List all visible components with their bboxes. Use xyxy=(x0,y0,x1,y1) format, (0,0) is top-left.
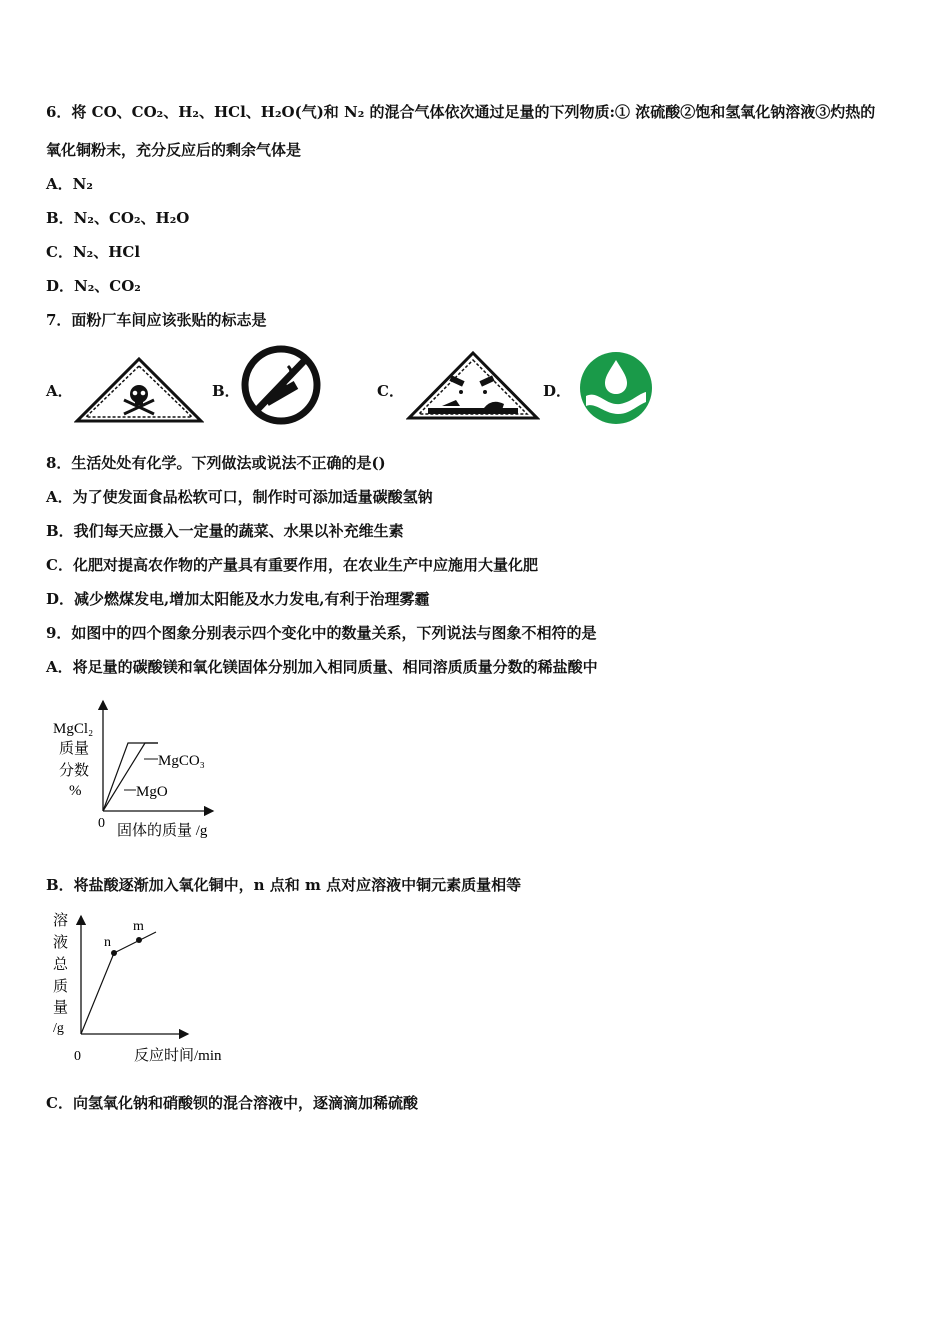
q7-label-a: A． xyxy=(46,382,73,400)
graph-a-xlabel: 固体的质量 /g xyxy=(117,823,208,839)
q6-option-c: C．N₂、HCl xyxy=(46,243,141,261)
graph-a-label-mgo: MgO xyxy=(136,784,168,800)
graph-a-line-mgo xyxy=(103,743,158,811)
graph-b-label-n: n xyxy=(104,935,111,950)
q9-option-b: B．将盐酸逐渐加入氧化铜中，n 点和 m 点对应溶液中铜元素质量相等 xyxy=(46,876,522,894)
q8-option-b: B．我们每天应摄入一定量的蔬菜、水果以补充维生素 xyxy=(46,522,404,540)
graph-b xyxy=(48,908,238,1066)
graph-b-ylabel-6: /g xyxy=(53,1021,64,1036)
q9-option-a: A．将足量的碳酸镁和氧化镁固体分别加入相同质量、相同溶质质量分数的稀盐酸中 xyxy=(46,658,598,676)
graph-b-ylabel-5: 量 xyxy=(53,1000,69,1016)
q9-stem: 9．如图中的四个图象分别表示四个变化中的数量关系，下列说法与图象不相符的是 xyxy=(46,624,597,642)
q8-stem: 8．生活处处有化学。下列做法或说法不正确的是() xyxy=(46,454,386,472)
q8-option-a: A．为了使发面食品松软可口，制作时可添加适量碳酸氢钠 xyxy=(46,488,433,506)
q6-option-b: B．N₂、CO₂、H₂O xyxy=(46,209,190,227)
graph-a-origin: 0 xyxy=(98,816,105,831)
q6-option-a: A．N₂ xyxy=(46,175,93,193)
q7-label-d: D． xyxy=(543,382,572,400)
q8-option-d: D．减少燃煤发电,增加太阳能及水力发电,有利于治理雾霾 xyxy=(46,590,430,608)
q8-option-c: C．化肥对提高农作物的产量具有重要作用，在农业生产中应施用大量化肥 xyxy=(46,556,538,574)
no-smoking-icon xyxy=(240,344,322,426)
toxic-skull-triangle-icon xyxy=(74,356,204,424)
graph-b-line xyxy=(81,932,156,1034)
graph-b-ylabel-1: 溶 xyxy=(53,913,69,929)
graph-b-ylabel-3: 总 xyxy=(53,957,69,973)
graph-a-ylabel-4: % xyxy=(69,783,82,799)
water-saving-icon xyxy=(578,350,654,426)
corrosive-triangle-icon xyxy=(406,350,540,422)
graph-b-origin: 0 xyxy=(74,1049,81,1064)
graph-a xyxy=(48,693,228,848)
q7-stem: 7．面粉厂车间应该张贴的标志是 xyxy=(46,311,267,329)
q6-stem-line2: 氧化铜粉末，充分反应后的剩余气体是 xyxy=(46,141,302,159)
graph-a-ylabel-3: 分数 xyxy=(59,763,90,779)
graph-a-label-mgco3: MgCO₃ xyxy=(158,753,205,769)
graph-b-point-m xyxy=(136,937,142,943)
graph-b-xlabel: 反应时间/min xyxy=(134,1048,222,1064)
graph-a-line-mgco3 xyxy=(103,743,158,811)
graph-b-ylabel-4: 质 xyxy=(53,979,69,995)
q6-option-d: D．N₂、CO₂ xyxy=(46,277,141,295)
q6-stem-line1: 6．将 CO、CO₂、H₂、HCl、H₂O(气)和 N₂ 的混合气体依次通过足量的下列物质:① 浓硫酸②饱和氢氧化钠溶液③灼热的 xyxy=(46,103,876,121)
q7-label-c: C． xyxy=(377,382,404,400)
graph-a-ylabel-2: 质量 xyxy=(59,741,90,757)
graph-a-ylabel-1: MgCl₂ xyxy=(53,721,94,737)
graph-b-ylabel-2: 液 xyxy=(53,935,69,951)
q9-option-c: C．向氢氧化钠和硝酸钡的混合溶液中，逐滴滴加稀硫酸 xyxy=(46,1094,418,1112)
q7-label-b: B． xyxy=(212,382,240,400)
graph-b-label-m: m xyxy=(133,919,144,934)
graph-b-point-n xyxy=(111,950,117,956)
